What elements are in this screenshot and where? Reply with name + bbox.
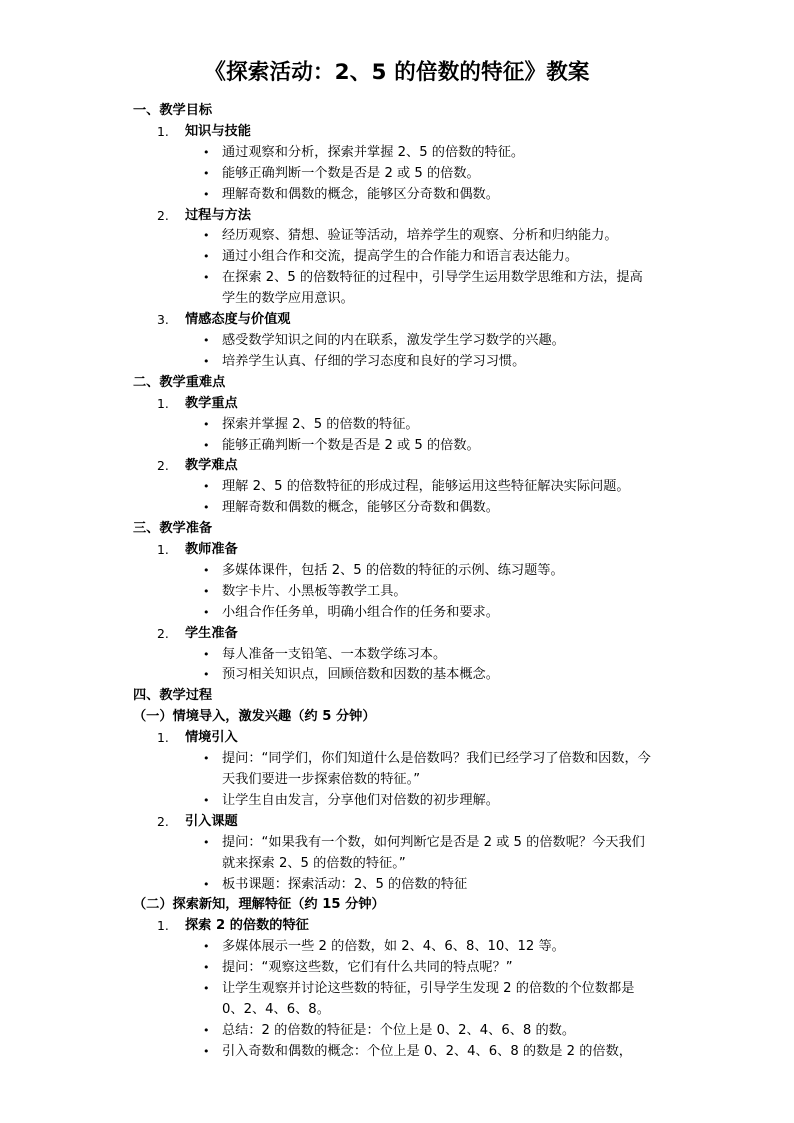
section-heading: 一、教学目标 [133,103,213,119]
numbered-item-text: 教学难点 [185,458,238,474]
numbered-item [0,206,794,227]
bullet-icon: • [203,752,210,766]
numbered-item-text: 情感态度与价值观 [185,312,291,328]
bullet-item-text: 感受数学知识之间的内在联系，激发学生学习数学的兴趣。 [222,332,565,348]
numbered-item-text: 过程与方法 [185,207,251,223]
list-number: 1. [157,395,169,411]
bullet-icon: • [203,145,210,159]
bullet-item [0,665,794,686]
bullet-icon: • [203,271,210,285]
list-number: 1. [157,542,169,558]
list-number: 2. [157,813,169,829]
numbered-item-text: 情境引入 [185,730,238,746]
bullet-icon: • [203,166,210,180]
bullet-item [0,833,794,875]
list-number: 2. [157,625,169,641]
numbered-item [0,728,794,749]
list-number: 2. [157,458,169,474]
bullet-icon: • [203,647,210,661]
list-number: 1. [157,730,169,746]
bullet-item-text: 能够正确判断一个数是否是 2 或 5 的倍数。 [222,437,480,453]
bullet-item [0,477,794,498]
lesson-plan-outline [0,101,794,1063]
numbered-item [0,456,794,477]
bullet-item [0,352,794,373]
bullet-item [0,791,794,812]
bullet-icon: • [203,438,210,452]
bullet-icon: • [203,417,210,431]
numbered-item [0,812,794,833]
bullet-item-text: 多媒体展示一些 2 的倍数，如 2、4、6、8、10、12 等。 [222,939,565,955]
numbered-item-text: 教学重点 [185,395,238,411]
section-heading: （一）情境导入，激发兴趣（约 5 分钟） [133,709,376,725]
bullet-icon: • [203,229,210,243]
list-number: 2. [157,207,169,223]
bullet-item [0,164,794,185]
page-title: 《探索活动：2、5 的倍数的特征》教案 [204,60,590,85]
section-heading: 二、教学重难点 [133,374,226,390]
bullet-item [0,226,794,247]
bullet-item-text: 提问：“同学们，你们知道什么是倍数吗？我们已经学习了倍数和因数，今天我们要进一步探索倍数的特征。” [222,751,651,788]
bullet-item-text: 在探索 2、5 的倍数特征的过程中，引导学生运用数学思维和方法，提高学生的数学应用意识。 [222,270,643,307]
bullet-icon: • [203,250,210,264]
bullet-item-text: 理解奇数和偶数的概念，能够区分奇数和偶数。 [222,500,499,516]
bullet-item [0,749,794,791]
numbered-item-text: 探索 2 的倍数的特征 [185,918,309,934]
bullet-item [0,268,794,310]
bullet-item-text: 板书课题：探索活动：2、5 的倍数的特征 [222,876,468,892]
numbered-item [0,916,794,937]
bullet-item [0,958,794,979]
bullet-item [0,937,794,958]
bullet-item-text: 预习相关知识点，回顾倍数和因数的基本概念。 [222,667,499,683]
bullet-item-text: 让学生观察并讨论这些数的特征，引导学生发现 2 的倍数的个位数都是 0、2、4、6、8。 [222,981,635,1017]
bullet-item-text: 引入奇数和偶数的概念：个位上是 0、2、4、6、8 的数是 2 的倍数， [222,1043,632,1059]
bullet-icon: • [203,982,210,996]
bullet-icon: • [203,187,210,201]
bullet-item-text: 理解 2、5 的倍数特征的形成过程，能够运用这些特征解决实际问题。 [222,479,630,495]
bullet-icon: • [203,877,210,891]
bullet-item [0,143,794,164]
list-number: 3. [157,312,169,328]
bullet-icon: • [203,1044,210,1058]
bullet-item-text: 提问：“如果我有一个数，如何判断它是否是 2 或 5 的倍数呢？今天我们就来探索 2、5 的倍数的特征。” [222,834,645,871]
bullet-item-text: 探索并掌握 2、5 的倍数的特征。 [222,416,419,432]
bullet-item [0,185,794,206]
bullet-item [0,875,794,896]
numbered-item [0,540,794,561]
numbered-item-text: 知识与技能 [185,123,251,139]
bullet-icon: • [203,835,210,849]
bullet-item-text: 每人准备一支铅笔、一本数学练习本。 [222,646,447,662]
section-heading: 三、教学准备 [133,521,213,537]
numbered-item [0,310,794,331]
numbered-item-text: 引入课题 [185,813,238,829]
bullet-item-text: 总结：2 的倍数的特征是：个位上是 0、2、4、6、8 的数。 [222,1022,576,1038]
bullet-item-text: 通过观察和分析，探索并掌握 2、5 的倍数的特征。 [222,144,525,160]
bullet-icon: • [203,480,210,494]
bullet-item [0,247,794,268]
bullet-item-text: 培养学生认真、仔细的学习态度和良好的学习习惯。 [222,353,526,369]
list-number: 1. [157,918,169,934]
bullet-item-text: 理解奇数和偶数的概念，能够区分奇数和偶数。 [222,186,499,202]
list-number: 1. [157,123,169,139]
bullet-item [0,979,794,1021]
bullet-item [0,415,794,436]
title-spacer [0,87,794,101]
bullet-item-text: 经历观察、猜想、验证等活动，培养学生的观察、分析和归纳能力。 [222,228,618,244]
bullet-item-text: 小组合作任务单，明确小组合作的任务和要求。 [222,604,499,620]
numbered-item [0,394,794,415]
bullet-item-text: 通过小组合作和交流，提高学生的合作能力和语言表达能力。 [222,249,579,265]
bullet-icon: • [203,793,210,807]
bullet-item [0,1021,794,1042]
bullet-icon: • [203,668,210,682]
bullet-item [0,561,794,582]
bullet-icon: • [203,940,210,954]
bullet-item-text: 提问：“观察这些数，它们有什么共同的特点呢？” [222,960,513,976]
bullet-item [0,603,794,624]
section-heading: 四、教学过程 [133,688,213,704]
bullet-item-text: 让学生自由发言，分享他们对倍数的初步理解。 [222,792,499,808]
bullet-icon: • [203,501,210,515]
bullet-icon: • [203,584,210,598]
bullet-icon: • [203,961,210,975]
bullet-icon: • [203,605,210,619]
bullet-item-text: 多媒体课件，包括 2、5 的倍数的特征的示例、练习题等。 [222,562,564,578]
bullet-icon: • [203,354,210,368]
bullet-item-text: 数字卡片、小黑板等教学工具。 [222,583,407,599]
section-heading: （二）探索新知，理解特征（约 15 分钟） [133,897,385,913]
bullet-icon: • [203,1023,210,1037]
numbered-item-text: 学生准备 [185,625,238,641]
bullet-item [0,498,794,519]
bullet-item [0,1042,794,1063]
bullet-item-text: 能够正确判断一个数是否是 2 或 5 的倍数。 [222,165,480,181]
bullet-item [0,436,794,457]
bullet-icon: • [203,563,210,577]
numbered-item-text: 教师准备 [185,542,238,558]
bullet-item [0,645,794,666]
bullet-item [0,582,794,603]
numbered-item [0,122,794,143]
bullet-item [0,331,794,352]
bullet-icon: • [203,333,210,347]
numbered-item [0,624,794,645]
